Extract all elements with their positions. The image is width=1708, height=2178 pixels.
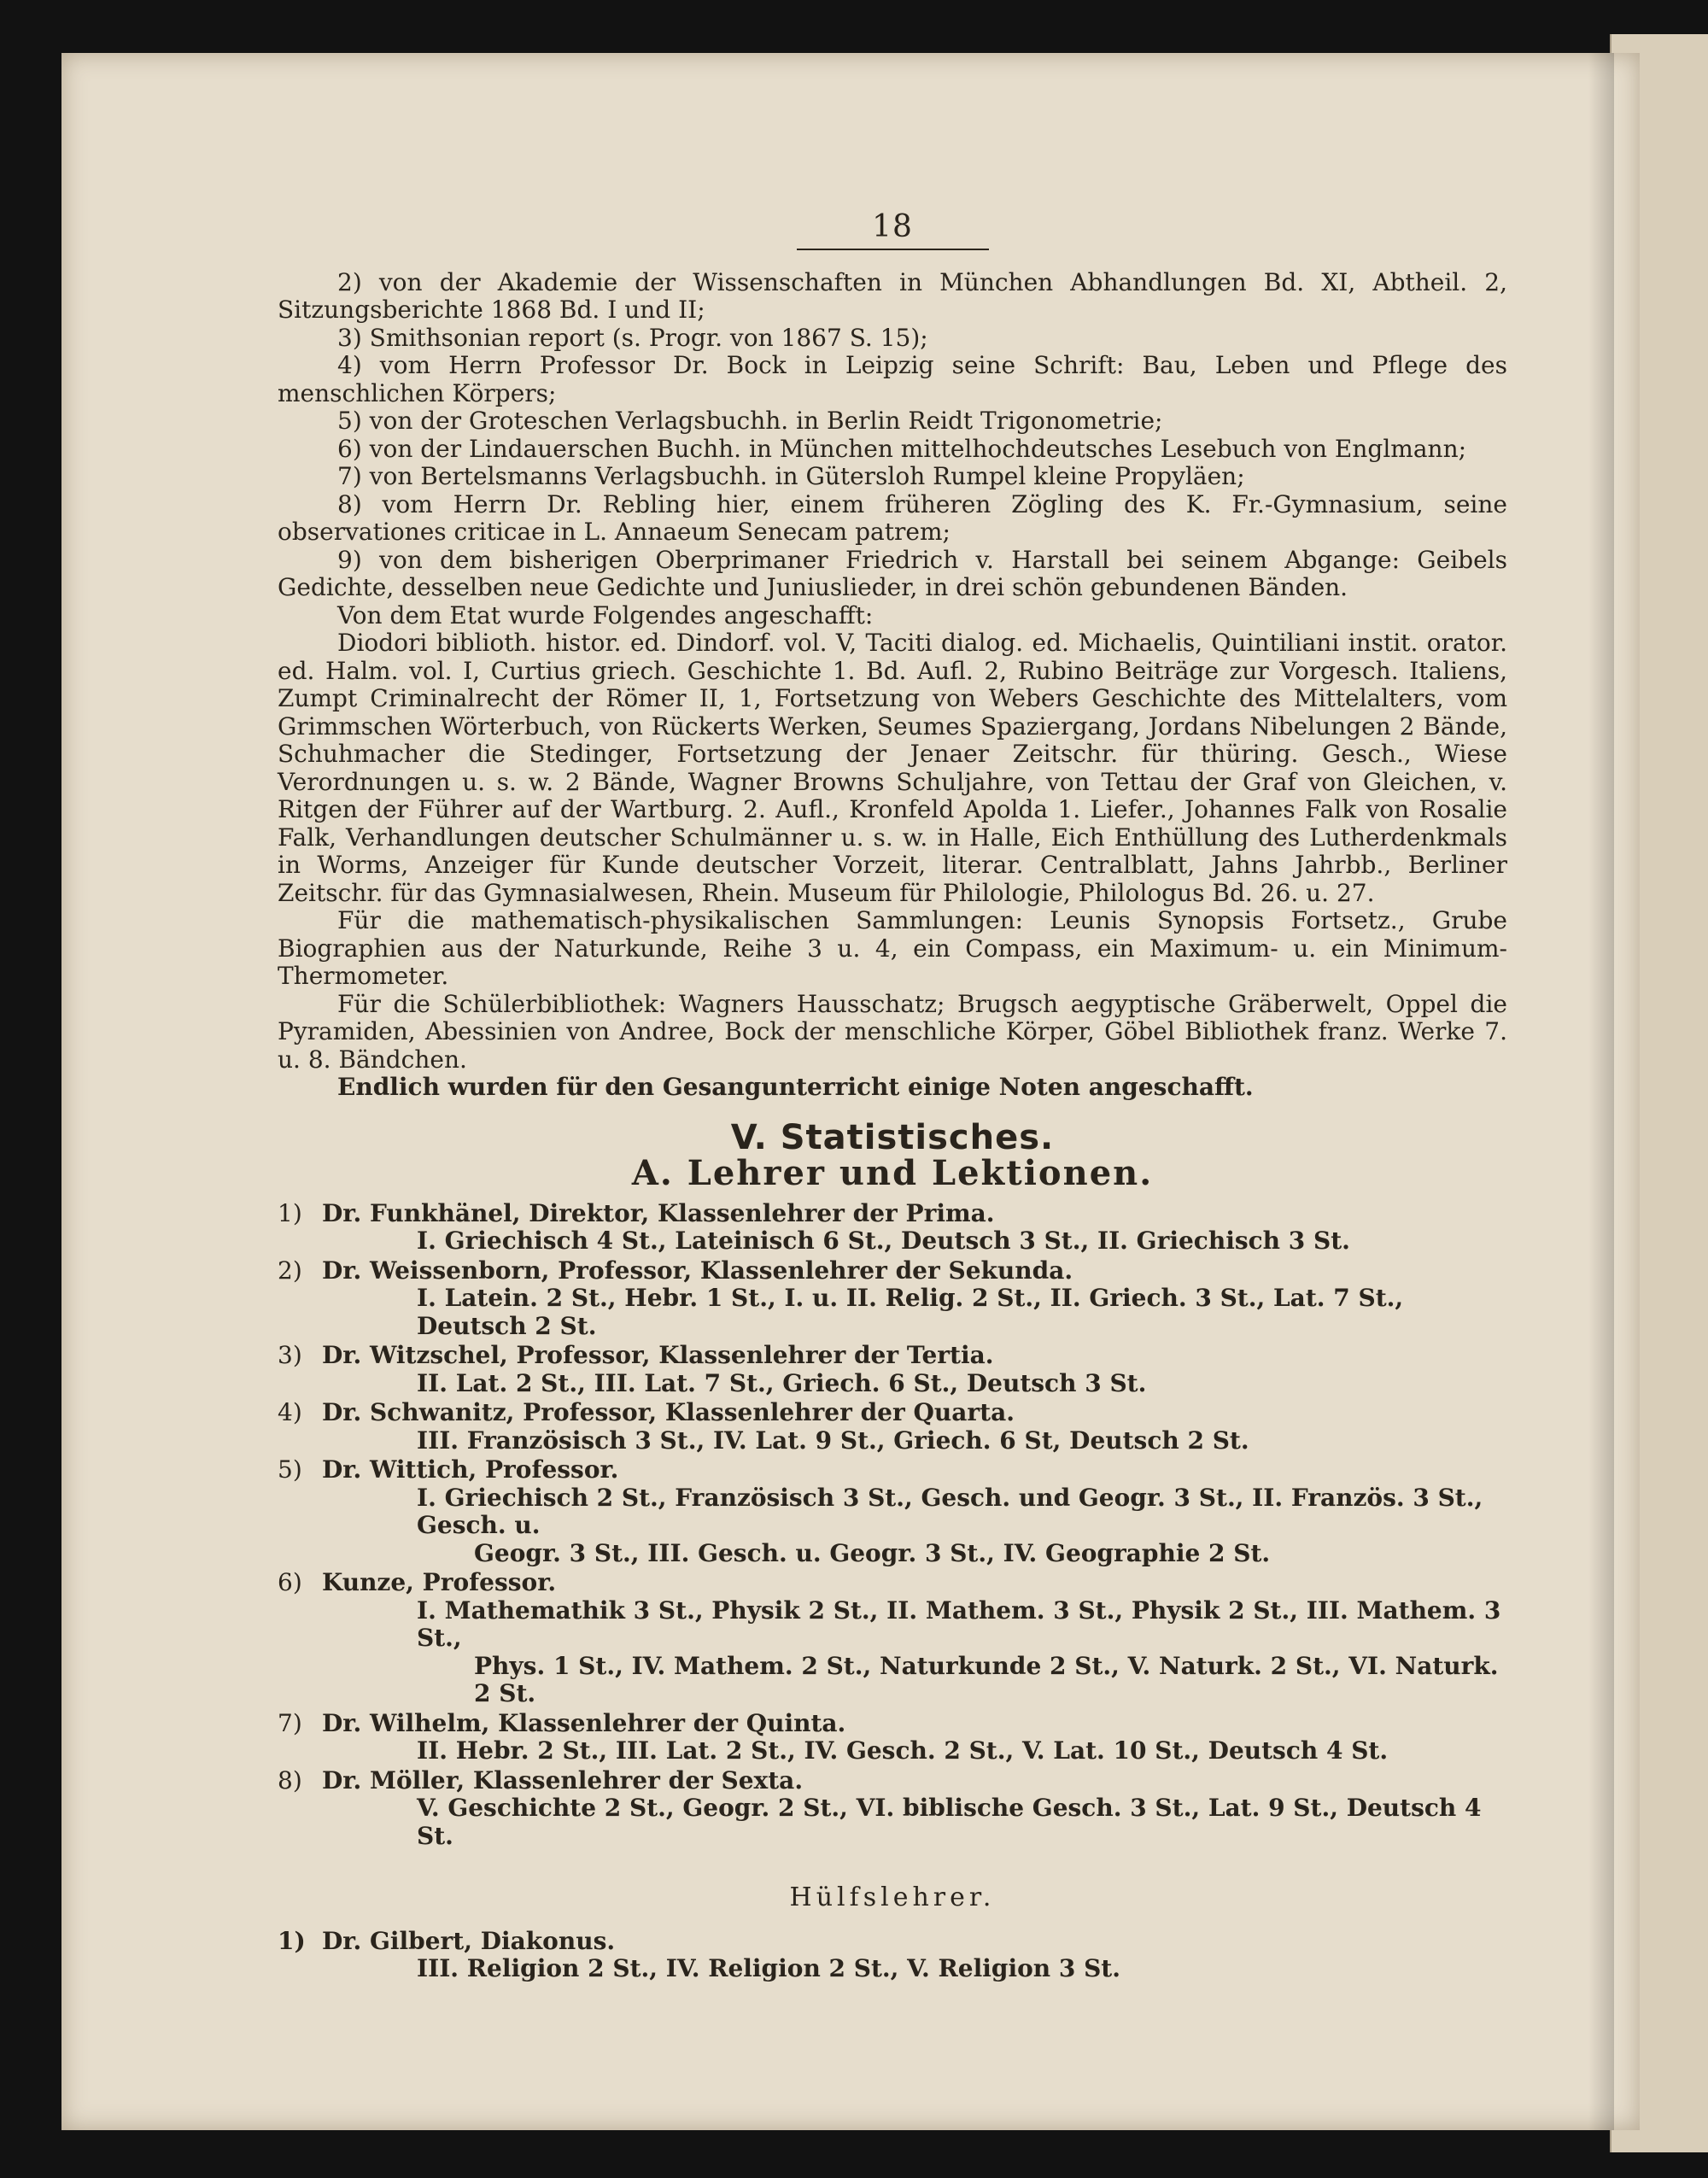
teacher-lessons: V. Geschichte 2 St., Geogr. 2 St., VI. biblische Gesch. 3 St., Lat. 9 St., Deutsch 4 St. <box>417 1794 1482 1850</box>
list-item: 2) von der Akademie der Wissenschaften in München Abhandlungen Bd. XI, Abtheil. 2, Sitzungsberichte 1868 Bd. I und II; <box>278 267 1507 324</box>
teacher-entry <box>278 1257 1507 1341</box>
assistant-lessons: III. Religion 2 St., IV. Religion 2 St., V. Religion 3 St. <box>417 1954 1120 1982</box>
list-item: 5) von der Groteschen Verlagsbuchh. in Berlin Reidt Trigonometrie; <box>337 407 1163 435</box>
teacher-number: 8) <box>278 1765 302 1795</box>
teacher-entry <box>278 1342 1507 1397</box>
teacher-lessons: I. Griechisch 2 St., Französisch 3 St., Gesch. und Geogr. 3 St., II. Französ. 3 St., Gesch. u. <box>417 1483 1483 1539</box>
teacher-name: Dr. Möller, Klassenlehrer der Sexta. <box>322 1765 804 1795</box>
teacher-lessons-continued: Geogr. 3 St., III. Gesch. u. Geogr. 3 St., IV. Geographie 2 St. <box>474 1538 1271 1567</box>
teacher-lessons: I. Latein. 2 St., Hebr. 1 St., I. u. II. Relig. 2 St., II. Griech. 3 St., Lat. 7 St., Deutsch 2 St. <box>417 1284 1404 1340</box>
etat-intro: Von dem Etat wurde Folgendes angeschafft: <box>337 600 874 629</box>
teacher-entry <box>278 1767 1507 1851</box>
spine-shadow <box>1588 53 1614 2130</box>
assistant-number: 1) <box>278 1926 306 1955</box>
list-item: 8) vom Herrn Dr. Rebling hier, einem früheren Zögling des K. Fr.-Gymnasium, seine observationes criticae in L. Annaeum Senecam patrem; <box>278 489 1507 546</box>
list-item: 6) von der Lindauerschen Buchh. in München mittelhochdeutsches Lesebuch von Englmann; <box>337 434 1467 463</box>
teacher-entry <box>278 1710 1507 1765</box>
list-item: 7) von Bertelsmanns Verlagsbuchh. in Gütersloh Rumpel kleine Propyläen; <box>337 462 1245 490</box>
etat-list: Diodori biblioth. histor. ed. Dindorf. vol. V, Taciti dialog. ed. Michaelis, Quintiliani instit. orator. ed. Halm. vol. I, Curtius griech. Geschichte 1. Bd. Aufl. 2, Rubino Beiträge zur Vorgesch. Italiens, Zumpt Criminalrecht der Römer II, 1, Fortsetzung von Webers Geschichte des Mittelalters, vom Grimmschen Wörterbuch, von Rückerts Werken, Seumes Spaziergang, Jordans Nibelungen 2 Bände, Schuhmacher die Stedinger, Fortsetzung der Jenaer Zeitschr. für thüring. Gesch., Wiese Verordnungen u. s. w. 2 Bände, Wagner Browns Schuljahre, von Tettau der Graf von Gleichen, v. Ritgen der Führer auf der Wartburg. 2. Aufl., Kronfeld Apolda 1. Liefer., Johannes Falk von Rosalie Falk, Verhandlungen deutscher Schulmänner u. s. w. in Halle, Eich Enthüllung des Lutherdenkmals in Worms, Anzeiger für Kunde deutscher Vorzeit, literar. Centralblatt, Jahns Jahrbb., Berliner Zeitschr. für das Gymnasialwesen, Rhein. Museum für Philologie, Philologus Bd. 26. u. 27. <box>278 629 1507 907</box>
teacher-number: 7) <box>278 1708 302 1737</box>
teacher-number: 3) <box>278 1341 302 1369</box>
teacher-number: 6) <box>278 1568 302 1596</box>
teacher-name: Dr. Schwanitz, Professor, Klassenlehrer der Quarta. <box>322 1398 1015 1426</box>
teacher-entry <box>278 1200 1507 1256</box>
teacher-name: Dr. Wilhelm, Klassenlehrer der Quinta. <box>322 1708 846 1737</box>
list-item: 9) von dem bisherigen Oberprimaner Friedrich v. Harstall bei seinem Abgange: Geibels Gedichte, desselben neue Gedichte und Juniuslieder, in drei schön gebundenen Bänden. <box>278 545 1507 601</box>
teacher-name: Dr. Witzschel, Professor, Klassenlehrer der Tertia. <box>322 1341 994 1369</box>
teacher-entry <box>278 1399 1507 1455</box>
math-collection-paragraph: Für die mathematisch-physikalischen Sammlungen: Leunis Synopsis Fortsetz., Grube Biographien aus der Naturkunde, Reihe 3 u. 4, ein Compass, ein Maximum- u. ein Minimum-Thermometer. <box>278 906 1507 990</box>
music-paragraph: Endlich wurden für den Gesangunterricht einige Noten angeschafft. <box>337 1073 1254 1101</box>
teacher-lessons: I. Mathemathik 3 St., Physik 2 St., II. Mathem. 3 St., Physik 2 St., III. Mathem. 3 St., <box>417 1595 1501 1652</box>
teacher-entry <box>278 1569 1507 1708</box>
teacher-number: 5) <box>278 1455 302 1484</box>
header-rule <box>797 249 989 250</box>
teacher-name: Kunze, Professor. <box>322 1568 557 1596</box>
assistant-name: Dr. Gilbert, Diakonus. <box>322 1926 616 1955</box>
teacher-entry <box>278 1456 1507 1567</box>
page-number: 18 <box>872 209 913 244</box>
list-item: 4) vom Herrn Professor Dr. Bock in Leipzig seine Schrift: Bau, Leben und Pflege des menschlichen Körpers; <box>278 351 1507 407</box>
teacher-name: Dr. Weissenborn, Professor, Klassenlehrer der Sekunda. <box>322 1256 1073 1285</box>
teacher-lessons: I. Griechisch 4 St., Lateinisch 6 St., Deutsch 3 St., II. Griechisch 3 St. <box>417 1227 1350 1255</box>
teacher-name: Dr. Wittich, Professor. <box>322 1455 619 1484</box>
list-item: 3) Smithsonian report (s. Progr. von 1867 S. 15); <box>337 323 928 352</box>
teacher-lessons: II. Hebr. 2 St., III. Lat. 2 St., IV. Gesch. 2 St., V. Lat. 10 St., Deutsch 4 St. <box>417 1736 1389 1765</box>
teacher-number: 2) <box>278 1256 302 1285</box>
teacher-name: Dr. Funkhänel, Direktor, Klassenlehrer der Prima. <box>322 1198 995 1227</box>
teacher-lessons-continued: Phys. 1 St., IV. Mathem. 2 St., Naturkunde 2 St., V. Naturk. 2 St., VI. Naturk. 2 St. <box>474 1651 1499 1707</box>
section-title: V. Statistisches. <box>730 1117 1055 1157</box>
teacher-lessons: II. Lat. 2 St., III. Lat. 7 St., Griech. 6 St., Deutsch 3 St. <box>417 1368 1147 1397</box>
pupil-library-paragraph: Für die Schülerbibliothek: Wagners Hausschatz; Brugsch aegyptische Gräberwelt, Oppel die Pyramiden, Abessinien von Andree, Bock der menschliche Körper, Göbel Bibliothek franz. Werke 7. u. 8. Bändchen. <box>278 989 1507 1074</box>
library-list <box>278 269 1507 602</box>
teacher-number: 4) <box>278 1398 302 1426</box>
teacher-list <box>278 1200 1507 1851</box>
page-content <box>278 209 1507 1983</box>
subsection-title: A. Lehrer und Lektionen. <box>631 1153 1154 1193</box>
assistant-entry <box>278 1928 1507 1983</box>
teacher-number: 1) <box>278 1198 302 1227</box>
assistant-heading: Hülfslehrer. <box>789 1882 996 1912</box>
teacher-lessons: III. Französisch 3 St., IV. Lat. 9 St., Griech. 6 St, Deutsch 2 St. <box>417 1426 1249 1455</box>
